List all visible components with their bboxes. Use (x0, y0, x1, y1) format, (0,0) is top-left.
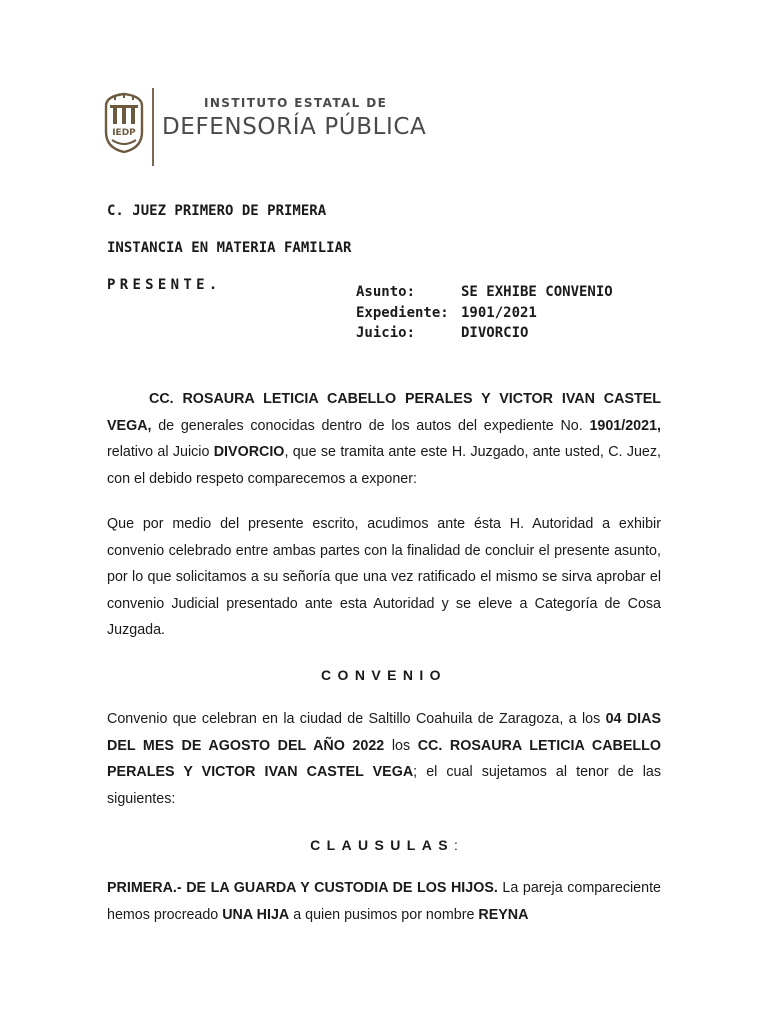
clausulas-heading (107, 837, 661, 853)
addressee-line-1: C. JUEZ PRIMERO DE PRIMERA (107, 203, 327, 219)
subject-block (356, 284, 613, 346)
primera-text-a: La pareja compareciente hemos procreado (107, 880, 661, 923)
intro-names: CC. ROSAURA LETICIA CABELLO PERALES Y VICTOR IVAN CASTEL VEGA, (107, 391, 661, 434)
expediente-label: Expediente: (356, 304, 449, 321)
asunto-value: SE EXHIBE CONVENIO (461, 284, 613, 300)
institution-seal-icon (102, 92, 146, 154)
clause-primera (107, 875, 661, 928)
intro-expediente: 1901/2021, (589, 417, 661, 434)
subject-row-expediente (356, 305, 613, 326)
convenio-paragraph (107, 706, 661, 812)
subject-row-juicio (356, 325, 613, 346)
expediente-value: 1901/2021 (461, 304, 537, 321)
juicio-label: Juicio: (356, 325, 416, 341)
clausulas-heading-text: CLAUSULAS (310, 837, 455, 853)
institution-name-main: DEFENSORÍA PÚBLICA (162, 114, 427, 140)
primera-title: PRIMERA.- DE LA GUARDA Y CUSTODIA DE LOS HIJOS. (107, 880, 498, 896)
addressee-line-3: PRESENTE. (107, 277, 222, 293)
intro-paragraph (107, 386, 661, 492)
intro-text-a: de generales conocidas dentro de los autos del expediente No. (151, 417, 590, 434)
letterhead-divider (152, 88, 154, 166)
clausulas-colon: : (454, 837, 458, 853)
juicio-value: DIVORCIO (461, 325, 529, 341)
convenio-text-c: ; el cual sujetamos al tenor de las siguientes: (107, 764, 662, 807)
intro-text-b: relativo al Juicio (107, 444, 214, 460)
primera-hija: UNA HIJA (222, 906, 290, 923)
seal-text: IEDP (112, 128, 136, 138)
intro-text-c: , que se tramita ante este H. Juzgado, ante usted, C. Juez, con el debido respeto comparecemos a exponer: (107, 444, 661, 487)
institution-name-top: INSTITUTO ESTATAL DE (204, 96, 388, 110)
intro-juicio: DIVORCIO (213, 444, 285, 460)
petition-paragraph: Que por medio del presente escrito, acudimos ante ésta H. Autoridad a exhibir convenio celebrado entre ambas partes con la finalidad de concluir el presente asunto, por lo que solicitamos a su señoría que una vez ratificado el mismo se sirva aprobar el convenio Judicial presentado ante esta Autoridad y se eleve a Categoría de Cosa Juzgada. (107, 516, 661, 638)
addressee-line-2: INSTANCIA EN MATERIA FAMILIAR (107, 240, 352, 256)
convenio-text-b: los (384, 737, 418, 754)
primera-nombre: REYNA (478, 906, 529, 923)
convenio-fecha: 04 DIAS DEL MES DE AGOSTO DEL AÑO 2022 (107, 711, 661, 754)
convenio-heading: CONVENIO (321, 667, 447, 683)
subject-row-asunto (356, 284, 613, 305)
letterhead (100, 88, 427, 166)
primera-text-b: a quien pusimos por nombre (289, 906, 479, 923)
asunto-label: Asunto: (356, 284, 416, 300)
convenio-text-a: Convenio que celebran en la ciudad de Saltillo Coahuila de Zaragoza, a los (107, 711, 606, 727)
convenio-partes: CC. ROSAURA LETICIA CABELLO PERALES Y VICTOR IVAN CASTEL VEGA (107, 737, 661, 780)
